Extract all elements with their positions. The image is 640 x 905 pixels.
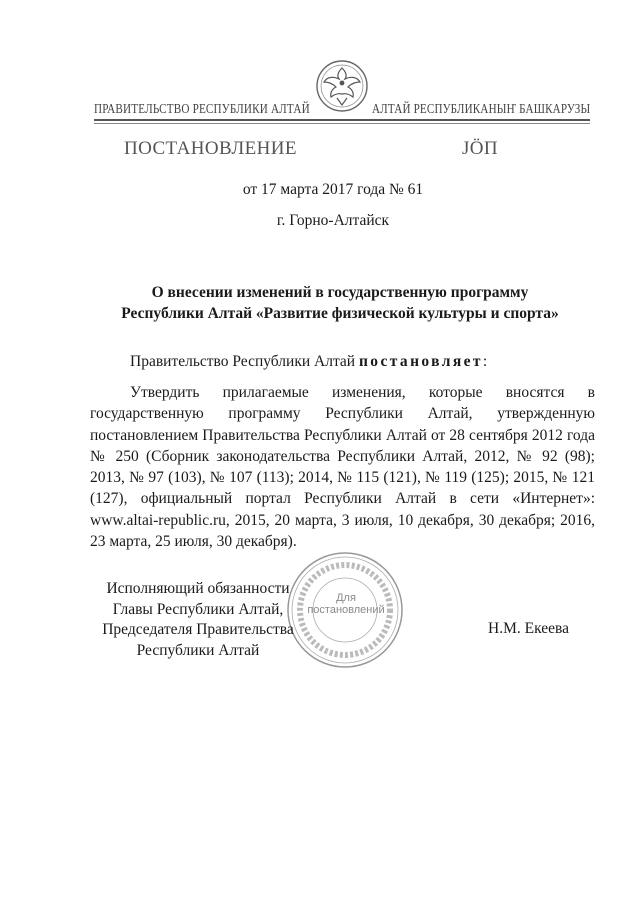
header-caption-ru: ПРАВИТЕЛЬСТВО РЕСПУБЛИКИ АЛТАЙ xyxy=(94,101,310,116)
preamble xyxy=(130,353,487,371)
header-caption-alt: АЛТАЙ РЕСПУБЛИКАНЫҤ БАШКАРУЗЫ xyxy=(372,101,591,116)
signatory-name: Н.М. Екеева xyxy=(488,620,569,637)
title-line-1: О внесении изменений в государственную программу xyxy=(151,284,529,301)
header-rule xyxy=(94,119,590,121)
doc-type-ru: ПОСТАНОВЛЕНИЕ xyxy=(124,138,297,159)
city-line: г. Горно-Алтайск xyxy=(276,212,390,229)
signatory-line-4: Республики Алтай xyxy=(136,641,260,659)
stamp-line-1: Для xyxy=(336,592,356,604)
signatory-line-1: Исполняющий обязанности xyxy=(106,580,290,597)
title-line-2: Республики Алтай «Развитие физической культуры и спорта» xyxy=(121,305,559,322)
header-rule-thin xyxy=(94,123,590,124)
signatory-line-3: Председателя Правительства xyxy=(102,621,294,638)
signatory-title xyxy=(88,579,308,661)
preamble-suffix: : xyxy=(482,353,488,370)
preamble-prefix: Правительство Республики Алтай xyxy=(130,353,359,370)
stamp-text xyxy=(306,592,386,616)
body-paragraph: Утвердить прилагаемые изменения, которые вносятся в государственную программу Республики Алтай, утвержденную постановлением Правительства Республики Алтай от 28 сентября 2012 года № 250 (Сборник законодательства Республики Алтай, 2012, № 92 (98); 2013, № 97 (103), № 107 (113); 2014, № 115 (121), № 119 (125); 2015, № 121 (127), официальный портал Республики Алтай в сети «Интернет»: www.altai-republic.ru, 2015, 20 марта, 3 июля, 10 декабря, 30 декабря; 2016, 23 марта, 25 июля, 30 декабря). xyxy=(90,384,595,551)
stamp-line-2: постановлений xyxy=(307,604,385,616)
preamble-verb: постановляет xyxy=(358,353,483,370)
doc-type-alt: ЈӦП xyxy=(462,138,499,159)
republic-emblem-icon xyxy=(315,58,369,114)
signatory-line-2: Главы Республики Алтай, xyxy=(112,600,284,618)
date-number-line: от 17 марта 2017 года № 61 xyxy=(242,181,424,198)
document-title xyxy=(90,282,590,324)
